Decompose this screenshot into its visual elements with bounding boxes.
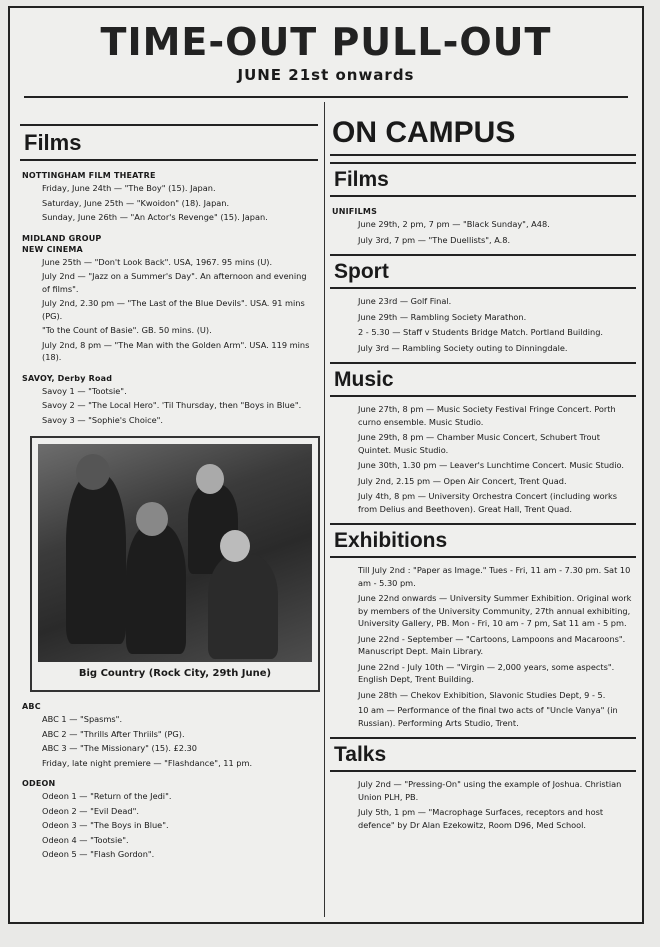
list-item: June 22nd - July 10th — "Virgin — 2,000 years, some aspects". English Dept, Trent Building. (358, 661, 615, 684)
list-item: ABC 1 — "Spasms". (42, 714, 123, 724)
list-item: "To the Count of Basie". GB. 50 mins. (U). (42, 325, 212, 335)
photo-caption: Big Country (Rock City, 29th June) (78, 668, 272, 679)
list-item: July 2nd — "Jazz on a Summer's Day". An afternoon and evening of films". (42, 271, 307, 294)
list-item: Savoy 3 — "Sophie's Choice". (42, 414, 164, 425)
page-subtitle: JUNE 21st onwards (237, 66, 415, 84)
list-item: June 29th, 2 pm, 7 pm — "Black Sunday", A48. (358, 219, 550, 229)
list-item: July 2nd — "Pressing-On" using the example of Joshua. Christian Union PLH, PB. (358, 779, 622, 802)
list-item: Friday, June 24th — "The Boy" (15). Japan. (42, 183, 216, 193)
list-item: June 29th, 8 pm — Chamber Music Concert, Schubert Trout Quintet. Music Studio. (358, 432, 600, 455)
right-column (330, 108, 636, 834)
list-item: Odeon 4 — "Tootsie". (42, 834, 129, 845)
list-item: 2 - 5.30 — Staff v Students Bridge Match. Portland Building. (358, 327, 604, 337)
films-heading: Films (20, 124, 318, 161)
list-item: June 28th — Chekov Exhibition, Slavonic Studies Dept, 9 - 5. (358, 689, 606, 700)
list-item: Till July 2nd : "Paper as Image." Tues - Fri, 11 am - 7.30 pm. Sat 10 am - 5.30 pm. (358, 565, 631, 588)
left-column (20, 108, 318, 863)
list-item: Odeon 5 — "Flash Gordon". (42, 849, 155, 859)
masthead-rule (24, 96, 628, 98)
venue-midland-sub: NEW CINEMA (22, 244, 83, 254)
band-photo (38, 444, 312, 662)
list-item: June 22nd onwards — University Summer Exhibition. Original work by members of the University Community, 27th annual exhibiting, University Gallery, PB. Mon - Fri, 10 am - 7 pm, Sat 11 am - 5 pm. (358, 593, 632, 628)
list-item: June 22nd - September — "Cartoons, Lampoons and Macaroons". Manuscript Dept. Main Library. (358, 633, 626, 656)
list-item: Saturday, June 25th — "Kwoidon" (18). Japan. (42, 197, 230, 208)
list-item: July 2nd, 2.15 pm — Open Air Concert, Trent Quad. (358, 475, 567, 486)
list-item: Savoy 2 — "The Local Hero". 'Til Thursday, then "Boys in Blue". (42, 400, 302, 410)
venue-nft: NOTTINGHAM FILM THEATRE (22, 171, 156, 180)
photo-frame (30, 436, 320, 692)
column-divider (324, 102, 325, 917)
venue-abc: ABC (22, 702, 41, 711)
list-item: June 30th, 1.30 pm — Leaver's Lunchtime Concert. Music Studio. (358, 460, 624, 470)
list-item: June 23rd — Golf Final. (358, 296, 452, 306)
newspaper-page (8, 6, 644, 924)
list-item: Odeon 3 — "The Boys in Blue". (42, 820, 169, 830)
venue-unifilms: UNIFILMS (332, 207, 378, 216)
list-item: July 2nd, 8 pm — "The Man with the Golden Arm". USA. 119 mins (18). (42, 339, 310, 362)
campus-films-heading: Films (330, 162, 636, 197)
venue-savoy: SAVOY, Derby Road (22, 373, 113, 383)
on-campus-heading: ON CAMPUS (330, 108, 636, 156)
list-item: June 27th, 8 pm — Music Society Festival Fringe Concert. Porth curno ensemble. Music Studio. (358, 404, 616, 427)
list-item: ABC 2 — "Thrills After Thriils" (PG). (42, 728, 185, 739)
list-item: July 4th, 8 pm — University Orchestra Concert (including works from Delius and Beethoven). Great Hall, Trent Quad. (358, 491, 618, 514)
list-item: June 29th — Rambling Society Marathon. (358, 311, 527, 322)
list-item: Odeon 1 — "Return of the Jedi". (42, 791, 172, 801)
masthead (10, 8, 642, 100)
list-item: 10 am — Performance of the final two acts of "Uncle Vanya" (in Russian). Performing Arts Studio, Trent. (358, 705, 618, 728)
talks-heading: Talks (330, 737, 636, 772)
list-item: Sunday, June 26th — "An Actor's Revenge" (15). Japan. (42, 212, 268, 222)
list-item: June 25th — "Don't Look Back". USA, 1967. 95 mins (U). (42, 256, 273, 267)
list-item: July 2nd, 2.30 pm — "The Last of the Blue Devils". USA. 91 mins (PG). (42, 298, 305, 321)
exhibitions-heading: Exhibitions (330, 523, 636, 558)
music-heading: Music (330, 362, 636, 397)
sport-heading: Sport (330, 254, 636, 289)
page-title: TIME-OUT PULL-OUT (100, 20, 552, 64)
list-item: ABC 3 — "The Missionary" (15). £2.30 (42, 743, 197, 753)
list-item: Odeon 2 — "Evil Dead". (42, 805, 139, 816)
list-item: Friday, late night premiere — "Flashdance", 11 pm. (42, 757, 253, 768)
list-item: July 5th, 1 pm — "Macrophage Surfaces, receptors and host defence" by Dr Alan Ezekowitz, Room D96, Med School. (358, 807, 604, 830)
list-item: July 3rd — Rambling Society outing to Dinningdale. (358, 342, 568, 353)
list-item: July 3rd, 7 pm — "The Duellists", A.8. (358, 234, 511, 245)
venue-odeon: ODEON (22, 779, 56, 788)
list-item: Savoy 1 — "Tootsie". (42, 385, 127, 396)
venue-midland: MIDLAND GROUP (22, 233, 102, 243)
